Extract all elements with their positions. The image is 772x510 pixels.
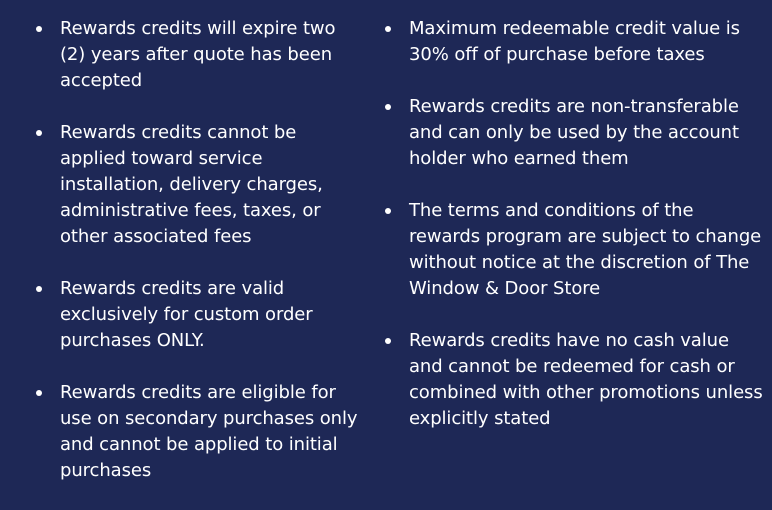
term-text: Rewards credits are non-transferable and can only be used by the account holder who earned them xyxy=(409,96,739,169)
list-item xyxy=(383,94,765,172)
bullet-icon xyxy=(36,286,42,292)
list-item xyxy=(34,16,364,94)
bullet-icon xyxy=(36,26,42,32)
bullet-icon xyxy=(385,26,391,32)
term-text: Rewards credits cannot be applied toward service installation, delivery charges, administrative fees, taxes, or other associated fees xyxy=(60,122,323,247)
term-text: Rewards credits are valid exclusively for custom order purchases ONLY. xyxy=(60,278,313,351)
list-item xyxy=(34,120,364,250)
term-text: Rewards credits have no cash value and cannot be redeemed for cash or combined with other promotions unless explicitly stated xyxy=(409,330,763,429)
bullet-icon xyxy=(385,338,391,344)
terms-list-right xyxy=(383,16,765,458)
list-item xyxy=(383,16,765,68)
list-item xyxy=(383,328,765,432)
term-text: Rewards credits will expire two (2) years after quote has been accepted xyxy=(60,18,336,91)
bullet-icon xyxy=(385,104,391,110)
term-text: Maximum redeemable credit value is 30% off of purchase before taxes xyxy=(409,18,740,65)
bullet-icon xyxy=(36,130,42,136)
term-text: Rewards credits are eligible for use on secondary purchases only and cannot be applied to initial purchases xyxy=(60,382,358,481)
list-item xyxy=(34,276,364,354)
terms-list-left xyxy=(34,16,364,510)
list-item xyxy=(383,198,765,302)
bullet-icon xyxy=(36,390,42,396)
list-item xyxy=(34,380,364,484)
bullet-icon xyxy=(385,208,391,214)
term-text: The terms and conditions of the rewards program are subject to change without notice at the discretion of The Window & Door Store xyxy=(409,200,762,299)
